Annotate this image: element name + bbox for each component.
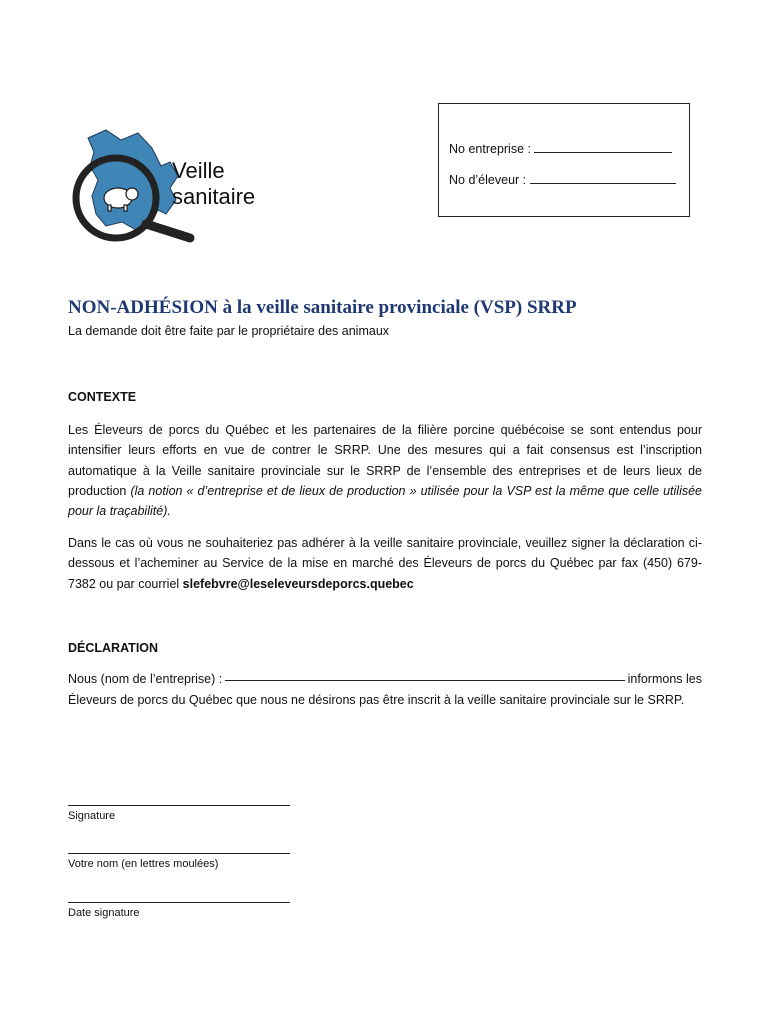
declaration-row (68, 672, 702, 686)
logo-wordmark (172, 158, 255, 210)
contact-email[interactable]: slefebvre@leseleveursdeporcs.quebec (182, 576, 414, 591)
enterprise-number-field[interactable] (534, 142, 672, 153)
signature-label: Signature (68, 810, 116, 822)
context-paragraph-1 (68, 420, 702, 521)
declaration-suffix: informons les (627, 672, 702, 686)
document-subtitle: La demande doit être faite par le propriétaire des animaux (68, 324, 390, 338)
signature-field[interactable] (68, 805, 290, 806)
quebec-map-icon (88, 130, 178, 230)
identification-box (438, 103, 690, 217)
enterprise-name-field[interactable] (225, 680, 624, 681)
logo-line-1: Veille (172, 158, 225, 183)
context-paragraph-2 (68, 533, 702, 594)
declaration-heading: DÉCLARATION (68, 641, 159, 655)
context-heading: CONTEXTE (68, 390, 137, 404)
enterprise-number-row (449, 142, 672, 156)
logo-line-2: sanitaire (172, 184, 256, 209)
breeder-number-label: No d’éleveur : (449, 173, 530, 187)
context-paragraph-1-note: (la notion « d’entreprise et de lieux de production » utilisée pour la VSP est la même que celle utilisée pour la traçabilité). (68, 483, 702, 519)
context-paragraph-2-text: Dans le cas où vous ne souhaiteriez pas adhérer à la veille sanitaire provinciale, veuillez signer la déclaration ci-dessous et l’acheminer au Service de la mise en marché des Éleveurs de porcs du Québec par fax (450) 679-7382 ou par courriel (68, 536, 702, 591)
breeder-number-row (449, 173, 676, 187)
context-paragraph-1-text: Les Éleveurs de porcs du Québec et les partenaires de la filière porcine québécoise se sont entendus pour intensifier leurs efforts en vue de contrer le SRRP. Une des mesures qui a fait consensus est l’inscription automatique à la Veille sanitaire provinciale sur le SRRP de l’ensemble des entreprises et de leurs lieux de production (68, 423, 702, 498)
declaration-prefix: Nous (nom de l’entreprise) : (68, 672, 223, 686)
document-title: NON-ADHÉSION à la veille sanitaire provinciale (VSP) SRRP (68, 297, 577, 318)
enterprise-number-label: No entreprise : (449, 142, 535, 156)
breeder-number-field[interactable] (530, 173, 676, 184)
signature-date-label: Date signature (68, 907, 140, 919)
printed-name-label: Votre nom (en lettres moulées) (68, 858, 219, 870)
declaration-line-2: Éleveurs de porcs du Québec que nous ne désirons pas être inscrit à la veille sanitaire provinciale sur le SRRP. (68, 693, 685, 707)
printed-name-field[interactable] (68, 853, 290, 854)
signature-date-field[interactable] (68, 902, 290, 903)
